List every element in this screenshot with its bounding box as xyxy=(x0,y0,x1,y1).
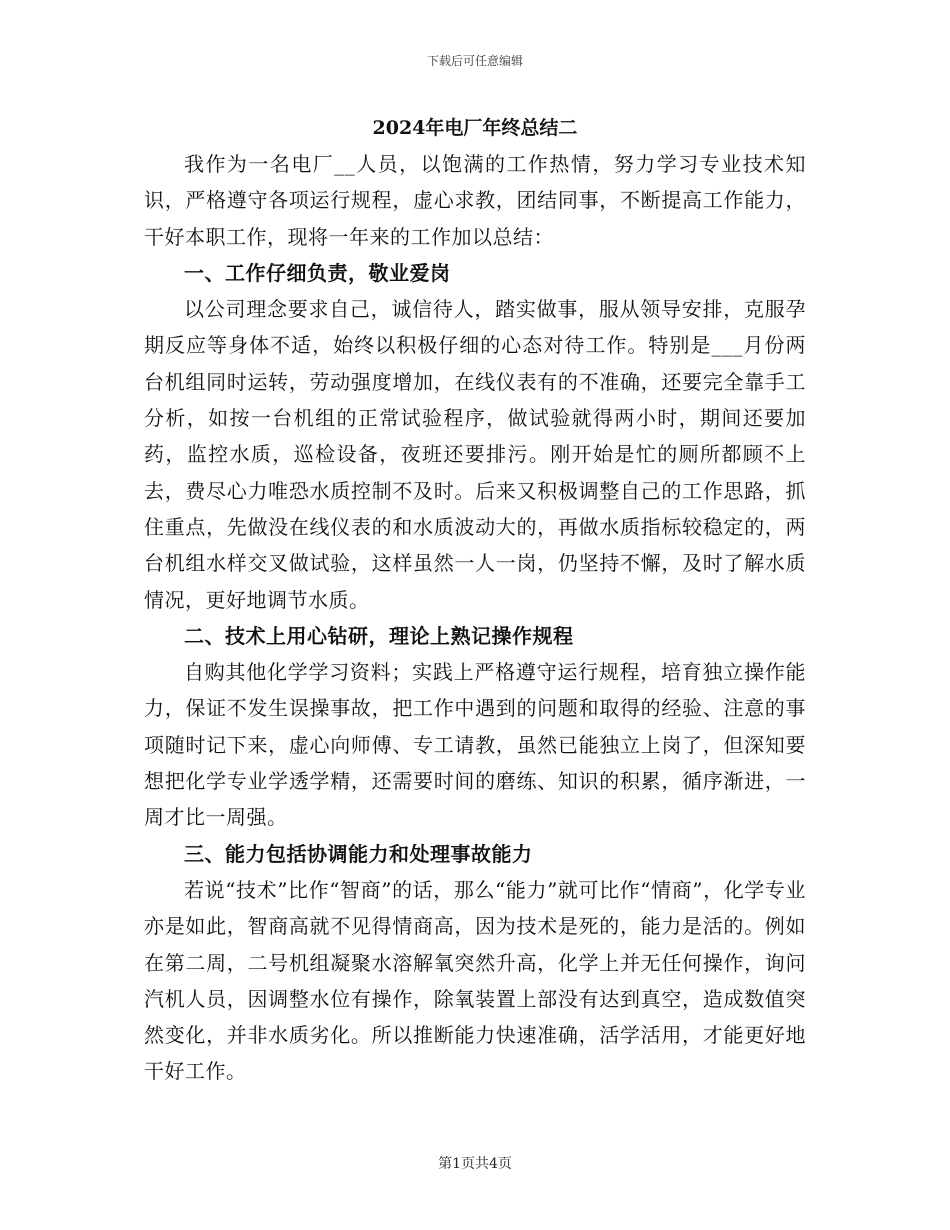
page-header-note: 下载后可任意编辑 xyxy=(426,54,523,68)
section-heading-2: 二、技术上用心钻研，理论上熟记操作规程 xyxy=(184,623,574,648)
section-2-paragraph: 自购其他化学学习资料；实践上严格遵守运行规程，培育独立操作能力，保证不发生误操事故，把工作中遇到的问题和取得的经验、注意的事项随时记下来，虚心向师傅、专工请教，虽然已能独立上岗了，但深知要想把化学专业学透学精，还需要时间的磨练、知识的积累，循序渐进，一周才比一周强。 xyxy=(144,660,806,830)
document-title: 2024年电厂年终总结二 xyxy=(372,117,578,139)
section-1-paragraph: 以公司理念要求自己，诚信待人，踏实做事，服从领导安排，克服孕期反应等身体不适，始终以积极仔细的心态对待工作。特别是___月份两台机组同时运转，劳动强度增加，在线仪表有的不准确，还要完全靠手工分析，如按一台机组的正常试验程序，做试验就得两小时，期间还要加药，监控水质，巡检设备，夜班还要排污。刚开始是忙的厕所都顾不上去，费尽心力唯恐水质控制不及时。后来又积极调整自己的工作思路，抓住重点，先做没在线仪表的和水质波动大的，再做水质指标较稳定的，两台机组水样交叉做试验，这样虽然一人一岗，仍坚持不懈，及时了解水质情况，更好地调节水质。 xyxy=(144,297,806,612)
section-3-paragraph: 若说“技术”比作“智商”的话，那么“能力”就可比作“情商”，化学专业亦是如此，智商高就不见得情商高，因为技术是死的，能力是活的。例如在第二周，二号机组凝聚水溶解氧突然升高，化学上并无任何操作，询问汽机人员，因调整水位有操作，除氧装置上部没有达到真空，造成数值突然变化，并非水质劣化。所以推断能力快速准确，活学活用，才能更好地干好工作。 xyxy=(144,877,806,1084)
section-heading-1: 一、工作仔细负责，敬业爱岗 xyxy=(184,260,451,285)
page-number-footer: 第1页共4页 xyxy=(438,1156,512,1172)
section-heading-3: 三、能力包括协调能力和处理事故能力 xyxy=(184,841,533,866)
intro-paragraph: 我作为一名电厂__人员，以饱满的工作热情，努力学习专业技术知识，严格遵守各项运行规程，虚心求教，团结同事，不断提高工作能力，干好本职工作，现将一年来的工作加以总结： xyxy=(144,152,806,249)
document-body xyxy=(144,146,806,1090)
